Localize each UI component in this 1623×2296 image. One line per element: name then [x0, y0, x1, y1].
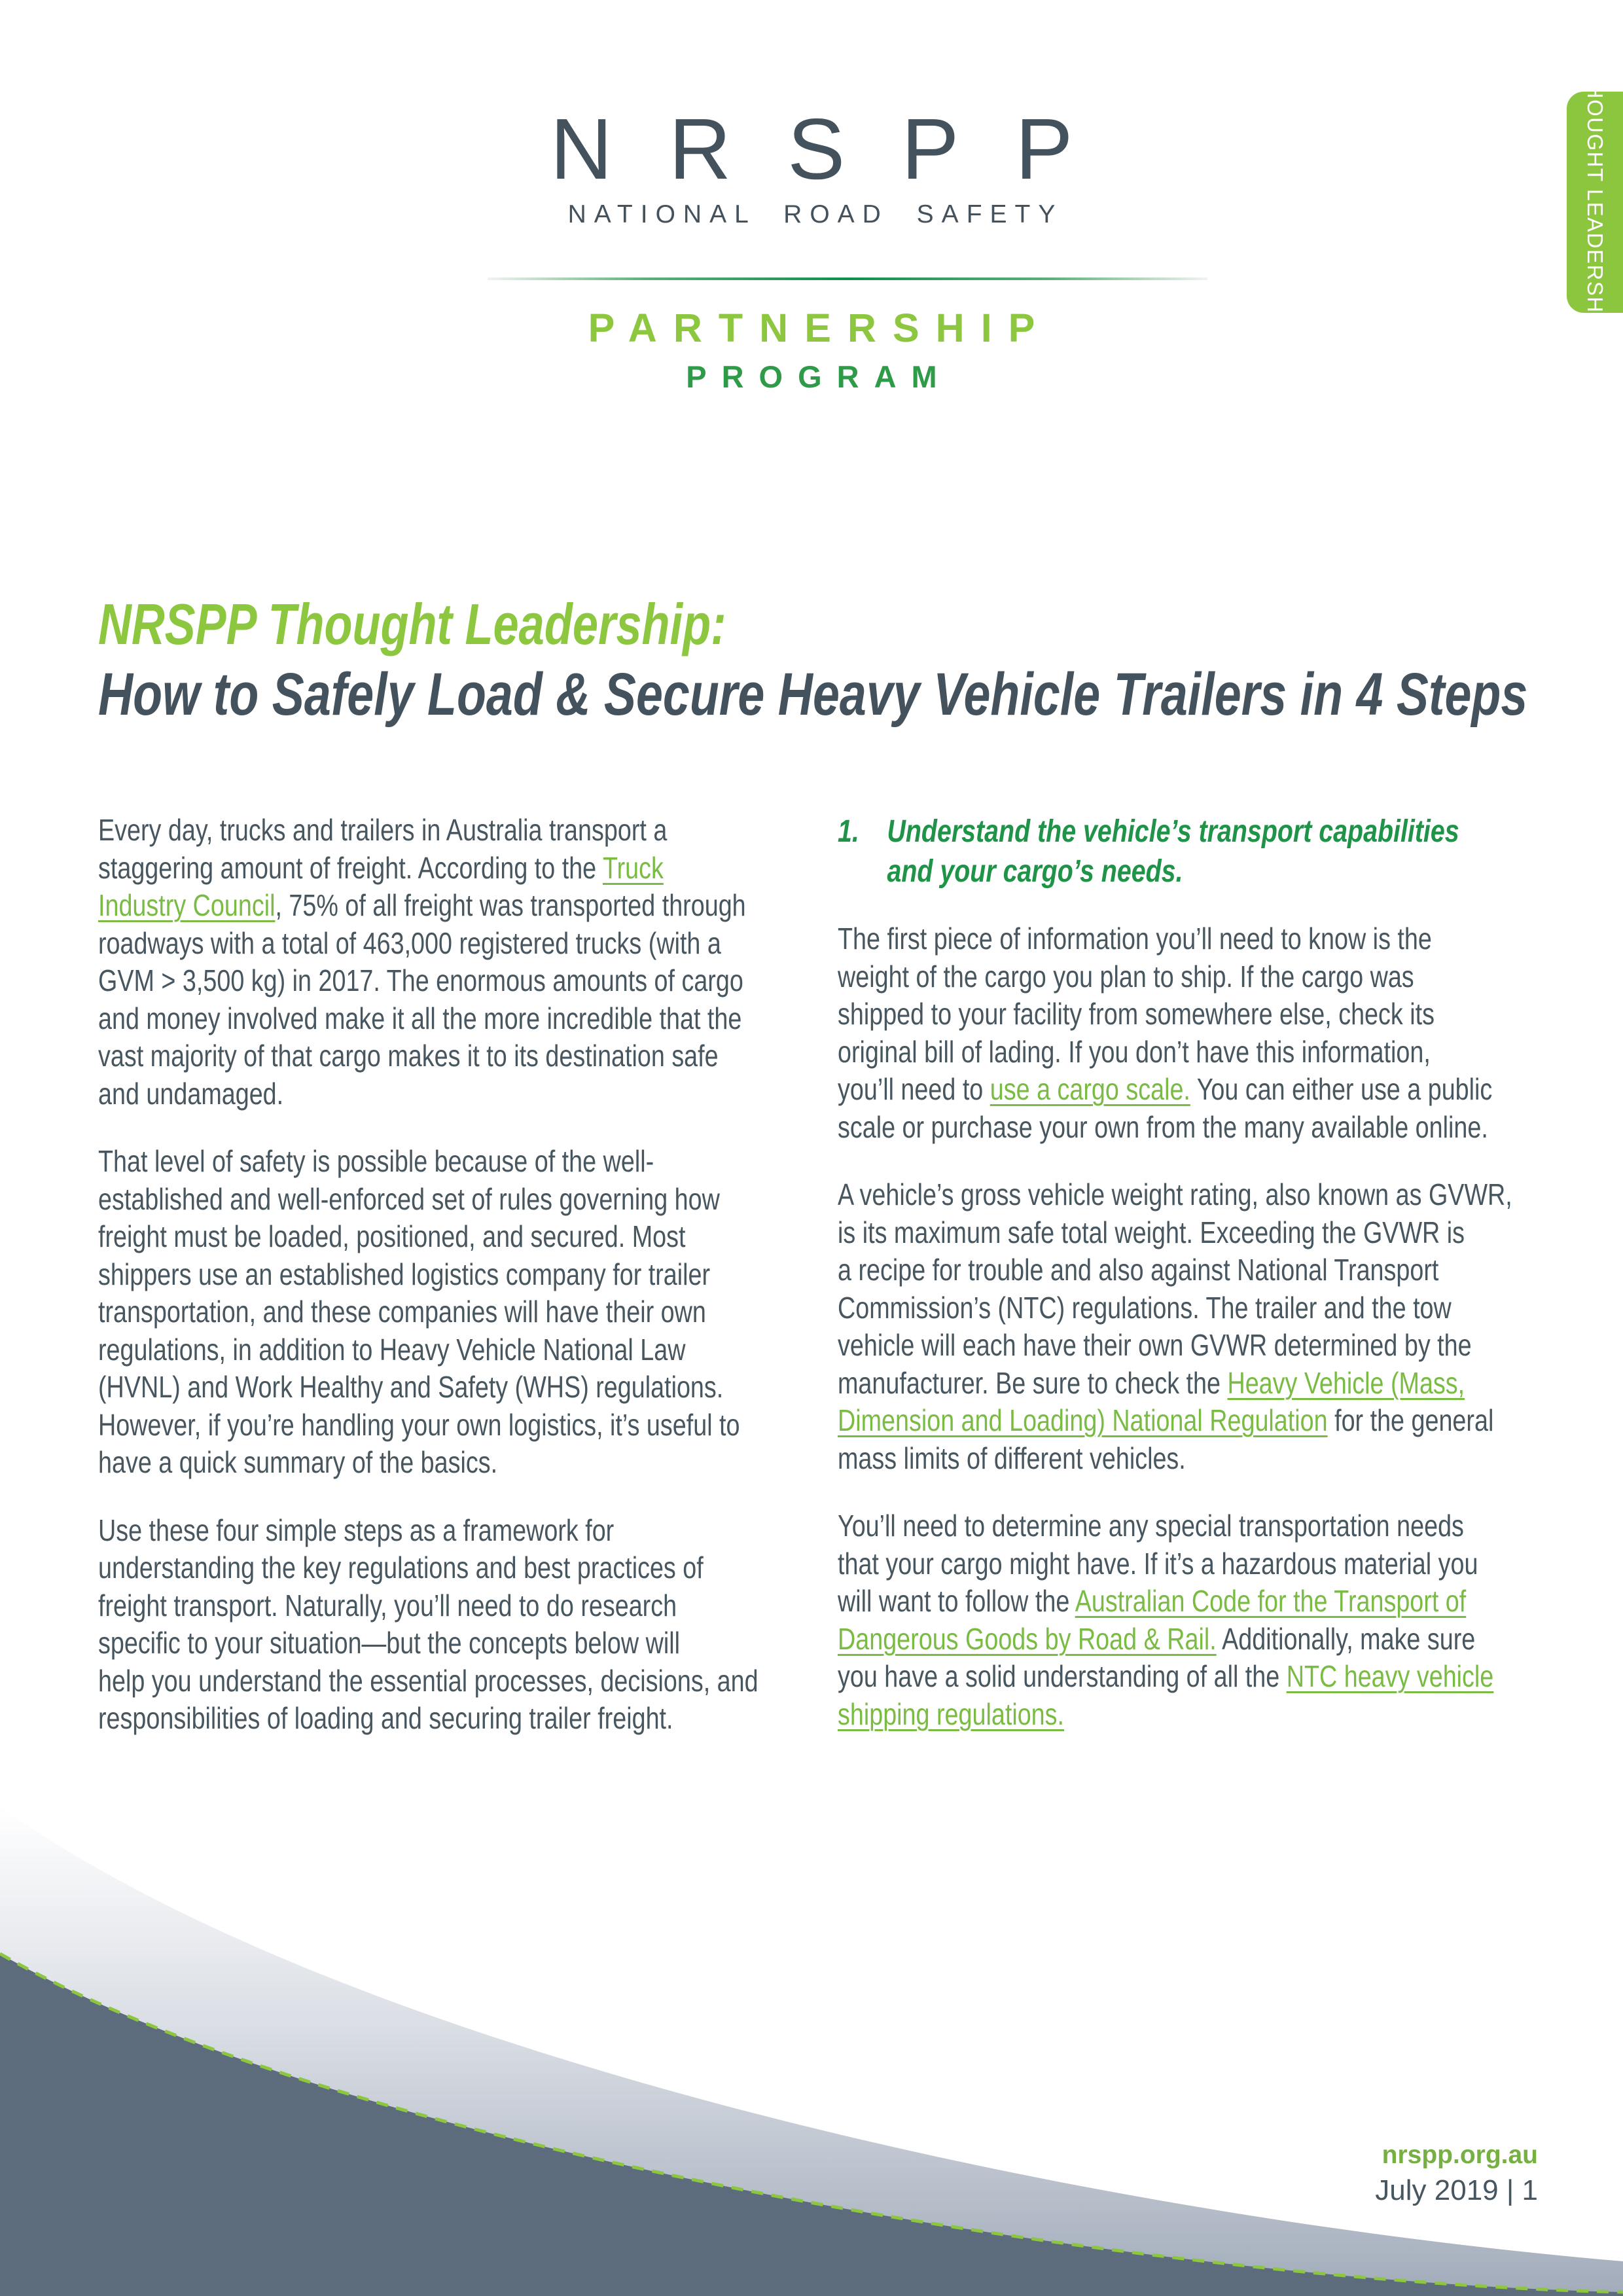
text-run: understanding the key regulations and best practices of: [98, 1551, 704, 1585]
page-title-line2: How to Safely Load & Secure Heavy Vehicle Trailers in 4 Steps: [98, 661, 1528, 728]
text-run: However, if you’re handling your own logistics, it’s useful to: [98, 1407, 740, 1442]
body-paragraph: [838, 1176, 1567, 1477]
page-footer: [1375, 2139, 1538, 2210]
page-title: [98, 590, 1527, 730]
text-run: You’ll need to determine any special transportation needs: [838, 1509, 1464, 1543]
text-run: help you understand the essential processes, decisions, and: [98, 1663, 758, 1698]
text-link[interactable]: Heavy Vehicle (Mass,: [1227, 1365, 1465, 1400]
step-heading-text: Understand the vehicle’s transport capabilities and your cargo’s needs.: [887, 814, 1459, 889]
text-run: and undamaged.: [98, 1076, 284, 1111]
text-run: vehicle will each have their own GVWR determined by the: [838, 1328, 1472, 1362]
text-run: responsibilities of loading and securing trailer freight.: [98, 1701, 673, 1735]
text-link[interactable]: Dangerous Goods by Road & Rail.: [838, 1621, 1217, 1656]
text-run: vast majority of that cargo makes it to its destination safe: [98, 1039, 719, 1073]
text-run: Additionally, make sure: [1216, 1621, 1476, 1656]
text-run: scale or purchase your own from the many available online.: [838, 1109, 1488, 1144]
text-run: GVM > 3,500 kg) in 2017. The enormous amounts of cargo: [98, 963, 743, 997]
logo-program-text: PROGRAM: [686, 359, 952, 394]
text-link[interactable]: Industry Council: [98, 888, 276, 922]
page-title-line1: NRSPP Thought Leadership:: [98, 592, 726, 656]
text-run: mass limits of different vehicles.: [838, 1441, 1186, 1475]
body-paragraph: [838, 920, 1567, 1146]
text-run: is its maximum safe total weight. Exceeding the GVWR is: [838, 1215, 1465, 1249]
text-run: transportation, and these companies will have their own: [98, 1295, 706, 1329]
logo-subtitle: NATIONAL ROAD SAFETY: [567, 200, 1063, 228]
text-run: and money involved make it all the more incredible that the: [98, 1001, 742, 1035]
text-run: freight transport. Naturally, you’ll need to do research: [98, 1588, 677, 1623]
text-run: manufacturer. Be sure to check the: [838, 1365, 1228, 1400]
text-run: staggering amount of freight. According to the: [98, 850, 603, 885]
logo-brand-text: NRSPP: [550, 101, 1130, 197]
text-link[interactable]: Australian Code for the Transport of: [1075, 1584, 1467, 1618]
text-link[interactable]: shipping regulations.: [838, 1696, 1065, 1731]
text-run: shipped to your facility from somewhere else, check its: [838, 997, 1435, 1031]
text-run: that your cargo might have. If it’s a hazardous material you: [838, 1546, 1478, 1581]
footer-swoosh-graphic: [0, 1767, 1623, 2296]
text-run: , 75% of all freight was transported through: [275, 888, 746, 922]
body-paragraph: [98, 1143, 828, 1482]
text-run: (HVNL) and Work Healthy and Safety (WHS) regulations.: [98, 1370, 724, 1404]
text-run: specific to your situation—but the concepts below will: [98, 1626, 680, 1660]
text-run: Use these four simple steps as a framework for: [98, 1513, 615, 1547]
text-link[interactable]: NTC heavy vehicle: [1286, 1659, 1494, 1693]
body-paragraph: [98, 812, 828, 1113]
step-1-heading: [838, 812, 1567, 891]
text-run: you’ll need to: [838, 1072, 990, 1106]
text-run: original bill of lading. If you don’t have this information,: [838, 1034, 1431, 1069]
text-run: That level of safety is possible because of the well-: [98, 1144, 654, 1178]
text-run: for the general: [1327, 1403, 1494, 1437]
body-column-left: [98, 812, 828, 1768]
text-link[interactable]: Truck: [602, 850, 664, 885]
body-paragraph: [838, 1507, 1567, 1733]
text-run: You can either use a public: [1190, 1072, 1493, 1106]
text-run: The first piece of information you’ll need to know is the: [838, 922, 1432, 956]
side-tab-label: THOUGHT LEADERSHIP: [1583, 69, 1607, 336]
text-run: a recipe for trouble and also against National Transport: [838, 1253, 1439, 1287]
body-column-right: [838, 812, 1567, 1763]
text-link[interactable]: Dimension and Loading) National Regulation: [838, 1403, 1328, 1437]
logo-gradient-divider: [488, 278, 1207, 280]
text-run: Every day, trucks and trailers in Australia transport a: [98, 813, 668, 847]
body-paragraph: [98, 1512, 828, 1738]
text-link[interactable]: use a cargo scale.: [990, 1072, 1190, 1106]
text-run: roadways with a total of 463,000 registered trucks (with a: [98, 925, 721, 960]
text-run: have a quick summary of the basics.: [98, 1445, 498, 1479]
text-run: Commission’s (NTC) regulations. The trailer and the tow: [838, 1290, 1452, 1325]
thought-leadership-side-tab: [1567, 69, 1623, 336]
text-run: A vehicle’s gross vehicle weight rating, also known as GVWR,: [838, 1177, 1512, 1211]
text-run: freight must be loaded, positioned, and secured. Most: [98, 1219, 686, 1253]
date-page-number: July 2019 | 1: [1375, 2174, 1538, 2206]
text-run: weight of the cargo you plan to ship. If the cargo was: [838, 959, 1414, 994]
text-run: you have a solid understanding of all the: [838, 1659, 1287, 1693]
logo-partnership-text: PARTNERSHIP: [588, 306, 1052, 350]
text-run: established and well-enforced set of rules governing how: [98, 1181, 720, 1216]
step-number: 1.: [838, 814, 859, 849]
text-run: regulations, in addition to Heavy Vehicle National Law: [98, 1332, 686, 1367]
text-run: shippers use an established logistics company for trailer: [98, 1257, 711, 1291]
text-run: will want to follow the: [838, 1584, 1075, 1618]
website-link[interactable]: nrspp.org.au: [1382, 2141, 1538, 2169]
